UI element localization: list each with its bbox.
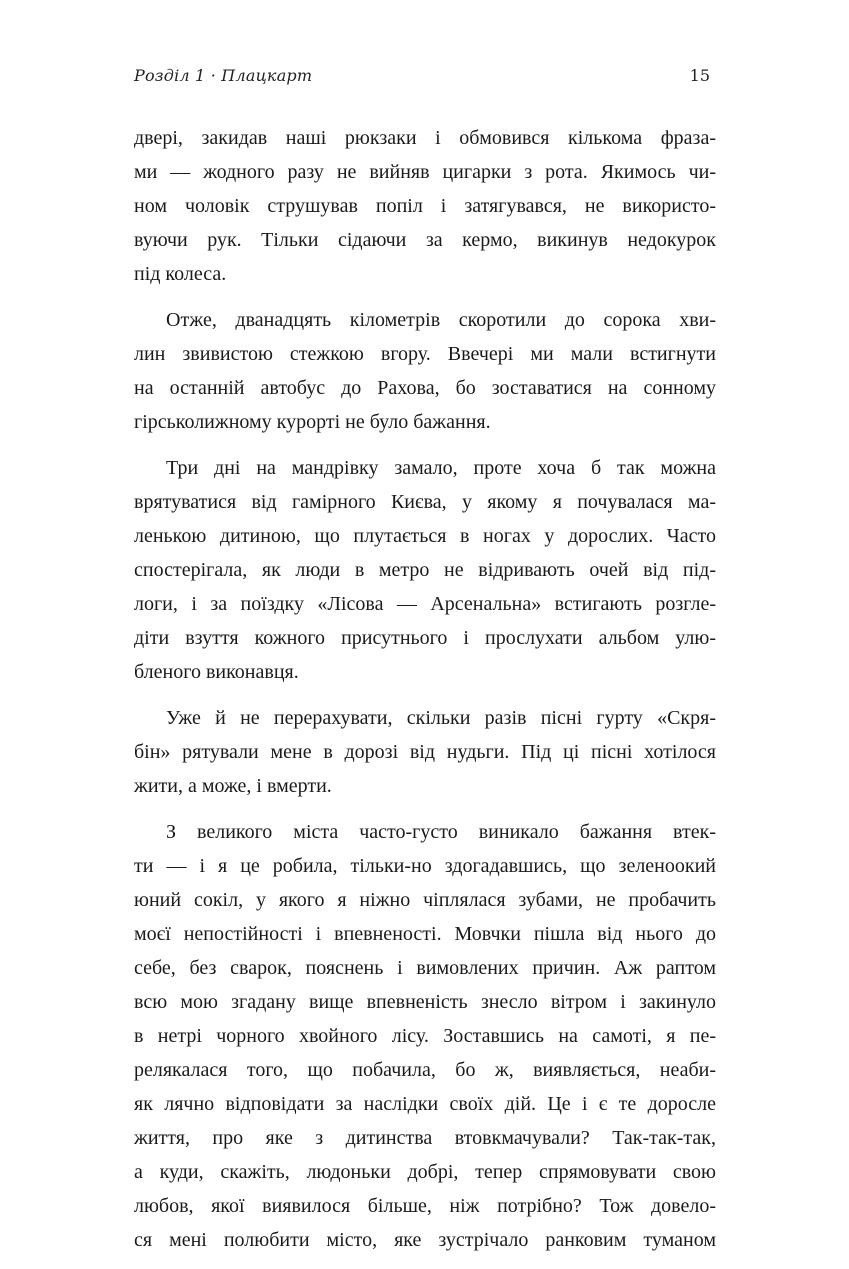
text-line: під колеса. [134,263,227,285]
text-line: бін» рятували мене в дорозі від нудьги. Під ці пісні хотілося [134,741,716,763]
page-number: 15 [689,66,710,85]
paragraph [134,303,716,439]
text-line: лин звивистою стежкою вгору. Ввечері ми мали встигнути [134,343,716,365]
text-line: ном чоловік струшував попіл і затягувався, не використо- [134,195,716,217]
body-text [134,121,716,1269]
text-line: гірськолижному курорті не було бажання. [134,411,491,433]
text-line: Отже, дванадцять кілометрів скоротили до сорока хви- [166,309,716,331]
paragraph [134,815,716,1257]
text-line: Три дні на мандрівку замало, проте хоча б так можна [166,457,716,479]
text-line: ся мені полюбити місто, яке зустрічало ранковим туманом [134,1229,716,1251]
text-line: моєї непостійності і впевненості. Мовчки пішла від нього до [134,923,716,945]
text-line: логи, і за поїздку «Лісова — Арсенальна» встигають розгле- [134,593,716,615]
running-head-title: Розділ 1 · Плацкарт [134,66,313,85]
text-line: діти взуття кожного присутнього і прослухати альбом улю- [134,627,716,649]
text-line: релякалася того, що побачила, бо ж, виявляється, неаби- [134,1059,716,1081]
text-line: спостерігала, як люди в метро не відривають очей від під- [134,559,716,581]
text-line: вуючи рук. Тільки сідаючи за кермо, викинув недокурок [134,229,716,251]
text-line: на останній автобус до Рахова, бо зоставатися на сонному [134,377,716,399]
paragraph [134,701,716,803]
text-line: Уже й не перерахувати, скільки разів пісні гурту «Скря- [166,707,716,729]
text-line: себе, без сварок, пояснень і вимовлених причин. Аж раптом [134,957,716,979]
text-line: а куди, скажіть, людоньки добрі, тепер спрямовувати свою [134,1161,716,1183]
text-line: двері, закидав наші рюкзаки і обмовився кількома фраза- [134,127,716,149]
text-line: бленого виконавця. [134,661,299,683]
text-line: любов, якої виявилося більше, ніж потрібно? Тож довело- [134,1195,716,1217]
text-line: в нетрі чорного хвойного лісу. Зоставшись на самоті, я пе- [134,1025,716,1047]
text-line: ти — і я це робила, тільки-но здогадавшись, що зеленоокий [134,855,716,877]
text-line: жити, а може, і вмерти. [134,775,332,797]
paragraph [134,121,716,291]
text-line: юний сокіл, у якого я ніжно чіплялася зубами, не пробачить [134,889,716,911]
text-line: всю мою згадану вище впевненість знесло вітром і закинуло [134,991,716,1013]
text-line: життя, про яке з дитинства втовкмачували? Так-так-так, [134,1127,716,1149]
text-line: як лячно відповідати за наслідки своїх дій. Це і є те доросле [134,1093,716,1115]
paragraph [134,451,716,689]
text-line: З великого міста часто-густо виникало бажання втек- [166,821,716,843]
text-line: ленькою дитиною, що плутається в ногах у дорослих. Часто [134,525,716,547]
text-line: ми — жодного разу не вийняв цигарки з рота. Якимось чи- [134,161,716,183]
text-line: врятуватися від гамірного Києва, у якому я почувалася ма- [134,491,716,513]
